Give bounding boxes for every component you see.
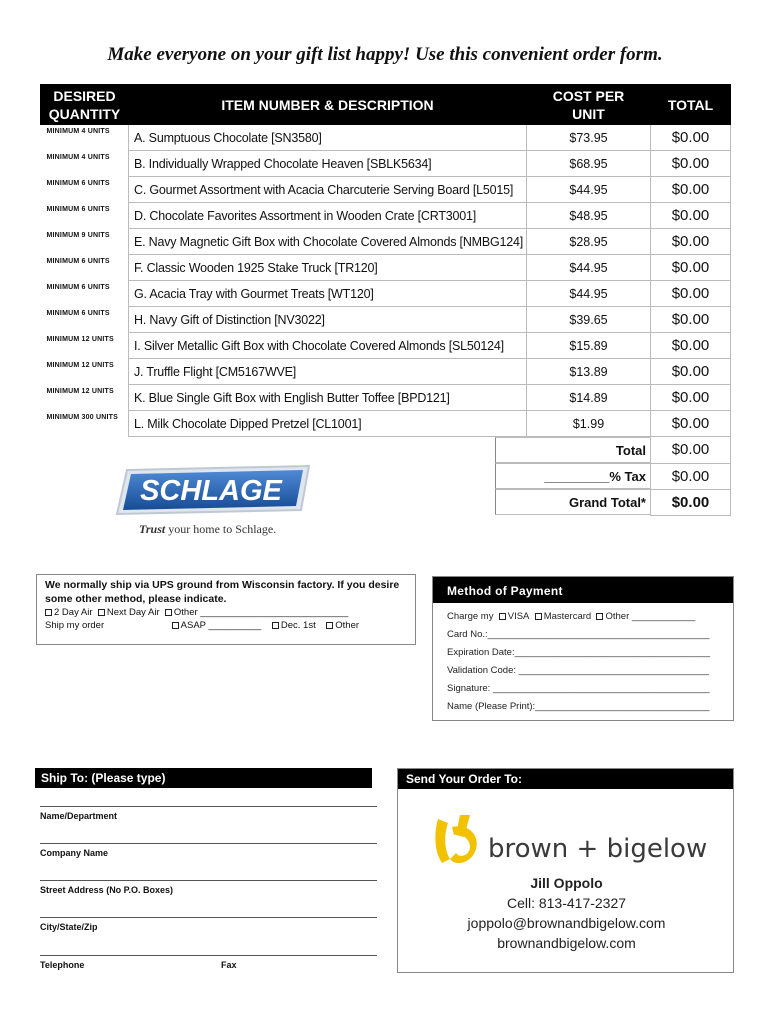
item-description: G. Acacia Tray with Gourmet Treats [WT120]	[129, 281, 527, 307]
checkbox-2day[interactable]	[45, 609, 52, 616]
table-row	[41, 359, 731, 385]
min-units-label[interactable]: MINIMUM 12 UNITS	[46, 335, 114, 343]
min-units-label[interactable]: MINIMUM 6 UNITS	[46, 257, 110, 265]
street-address-field[interactable]: Street Address (No P.O. Boxes)	[40, 880, 377, 895]
checkbox-visa[interactable]	[499, 613, 506, 620]
header-cost: COST PER UNIT	[527, 85, 651, 125]
checkbox-nextday[interactable]	[98, 609, 105, 616]
header-item: ITEM NUMBER & DESCRIPTION	[129, 85, 527, 125]
unit-cost: $28.95	[527, 229, 651, 255]
min-units-label[interactable]: MINIMUM 12 UNITS	[46, 361, 114, 369]
table-row	[41, 281, 731, 307]
min-units-label[interactable]: MINIMUM 9 UNITS	[46, 231, 110, 239]
unit-cost: $48.95	[527, 203, 651, 229]
table-row	[41, 203, 731, 229]
schlage-wordmark: SCHLAGE	[140, 475, 282, 507]
table-row	[41, 411, 731, 437]
item-description: E. Navy Magnetic Gift Box with Chocolate Covered Almonds [NMBG124]	[129, 229, 527, 255]
payment-box	[432, 576, 734, 721]
item-description: L. Milk Chocolate Dipped Pretzel [CL1001]	[129, 411, 527, 437]
checkbox-other-method[interactable]	[165, 609, 172, 616]
summary-grand-total-label: Grand Total*	[495, 489, 651, 515]
table-row	[41, 307, 731, 333]
header-quantity: DESIRED QUANTITY	[41, 85, 129, 125]
unit-cost: $68.95	[527, 151, 651, 177]
checkbox-dec1[interactable]	[272, 622, 279, 629]
checkbox-asap[interactable]	[172, 622, 179, 629]
item-description: C. Gourmet Assortment with Acacia Charcuterie Serving Board [L5015]	[129, 177, 527, 203]
summary-total-label: Total	[495, 437, 651, 463]
telephone-fax-field[interactable]	[40, 955, 377, 970]
line-total: $0.00	[651, 203, 731, 229]
signature-field[interactable]: Signature: _________________________________________	[447, 683, 710, 694]
unit-cost: $13.89	[527, 359, 651, 385]
print-name-field[interactable]: Name (Please Print):_________________________________	[447, 701, 710, 712]
checkbox-other-card[interactable]	[596, 613, 603, 620]
unit-cost: $44.95	[527, 281, 651, 307]
page-headline: Make everyone on your gift list happy! Use this convenient order form.	[107, 44, 663, 65]
fax-label: Fax	[221, 960, 237, 970]
line-total: $0.00	[651, 177, 731, 203]
checkbox-other-date[interactable]	[326, 622, 333, 629]
header-total: TOTAL	[651, 85, 731, 125]
table-row	[41, 125, 731, 151]
payment-title: Method of Payment	[433, 577, 733, 603]
item-description: H. Navy Gift of Distinction [NV3022]	[129, 307, 527, 333]
name-department-field[interactable]: Name/Department	[40, 806, 377, 821]
line-total: $0.00	[651, 385, 731, 411]
bb-wordmark: brown + bigelow	[488, 834, 708, 864]
expiration-field[interactable]: Expiration Date:_____________________________________	[447, 647, 711, 658]
min-units-label[interactable]: MINIMUM 6 UNITS	[46, 309, 110, 317]
company-name-field[interactable]: Company Name	[40, 843, 377, 858]
min-units-label[interactable]: MINIMUM 6 UNITS	[46, 179, 110, 187]
summary-tax-label: _________% Tax	[495, 463, 651, 489]
checkbox-mastercard[interactable]	[535, 613, 542, 620]
min-units-label[interactable]: MINIMUM 4 UNITS	[46, 128, 110, 135]
line-total: $0.00	[651, 411, 731, 437]
send-to-box	[397, 768, 734, 973]
table-header-row	[41, 85, 731, 125]
item-description: B. Individually Wrapped Chocolate Heaven [SBLK5634]	[129, 151, 527, 177]
summary-tax-value: $0.00	[651, 463, 731, 489]
contact-website[interactable]: brownandbigelow.com	[497, 935, 636, 951]
min-units-label[interactable]: MINIMUM 6 UNITS	[46, 205, 110, 213]
schlage-tagline: Trust your home to Schlage.	[139, 522, 277, 536]
line-total: $0.00	[651, 151, 731, 177]
line-total: $0.00	[651, 281, 731, 307]
item-description: I. Silver Metallic Gift Box with Chocolate Covered Almonds [SL50124]	[129, 333, 527, 359]
card-number-field[interactable]: Card No.:__________________________________________	[447, 629, 710, 640]
line-total: $0.00	[651, 125, 731, 151]
line-total: $0.00	[651, 333, 731, 359]
item-description: J. Truffle Flight [CM5167WVE]	[129, 359, 527, 385]
table-row	[41, 229, 731, 255]
min-units-label[interactable]: MINIMUM 6 UNITS	[46, 283, 110, 291]
unit-cost: $14.89	[527, 385, 651, 411]
city-state-zip-field[interactable]: City/State/Zip	[40, 917, 377, 932]
table-row	[41, 255, 731, 281]
summary-grand-total-value: $0.00	[651, 489, 731, 515]
line-total: $0.00	[651, 359, 731, 385]
item-description: D. Chocolate Favorites Assortment in Wooden Crate [CRT3001]	[129, 203, 527, 229]
validation-field[interactable]: Validation Code: ____________________________________	[447, 665, 709, 676]
unit-cost: $44.95	[527, 255, 651, 281]
min-units-label[interactable]: MINIMUM 4 UNITS	[46, 153, 110, 161]
shipping-note: We normally ship via UPS ground from Wisconsin factory. If you desire some other method, please indicate.	[45, 579, 400, 605]
item-description: A. Sumptuous Chocolate [SN3580]	[129, 125, 527, 151]
ship-order-label: Ship my order	[45, 620, 105, 631]
shipping-method-box: We normally ship via UPS ground from Wisconsin factory. If you desire some other method, please indicate. 2 Day Air Next Day Air Other ____________________________ Ship my order ASAP __________ Dec. 1st Other	[36, 574, 416, 645]
unit-cost: $73.95	[527, 125, 651, 151]
contact-info	[398, 873, 735, 953]
telephone-label: Telephone	[40, 960, 85, 970]
brown-bigelow-logo	[430, 813, 710, 873]
item-description: K. Blue Single Gift Box with English Butter Toffee [BPD121]	[129, 385, 527, 411]
item-description: F. Classic Wooden 1925 Stake Truck [TR120]	[129, 255, 527, 281]
unit-cost: $1.99	[527, 411, 651, 437]
unit-cost: $39.65	[527, 307, 651, 333]
line-total: $0.00	[651, 255, 731, 281]
charge-line: Charge my VISA Mastercard Other ____________	[447, 611, 696, 622]
summary-total-value: $0.00	[651, 437, 731, 464]
table-row	[41, 177, 731, 203]
ship-to-title: Ship To: (Please type)	[35, 768, 372, 788]
contact-name: Jill Oppolo	[530, 875, 603, 891]
unit-cost: $15.89	[527, 333, 651, 359]
contact-email[interactable]: joppolo@brownandbigelow.com	[467, 915, 666, 931]
line-total: $0.00	[651, 307, 731, 333]
line-total: $0.00	[651, 229, 731, 255]
table-row	[41, 385, 731, 411]
order-table	[40, 84, 731, 516]
contact-cell: Cell: 813-417-2327	[506, 895, 627, 911]
table-row	[41, 151, 731, 177]
min-units-label[interactable]: MINIMUM 300 UNITS	[46, 413, 118, 421]
table-row	[41, 333, 731, 359]
send-to-title: Send Your Order To:	[398, 769, 733, 789]
unit-cost: $44.95	[527, 177, 651, 203]
min-units-label[interactable]: MINIMUM 12 UNITS	[46, 387, 114, 395]
